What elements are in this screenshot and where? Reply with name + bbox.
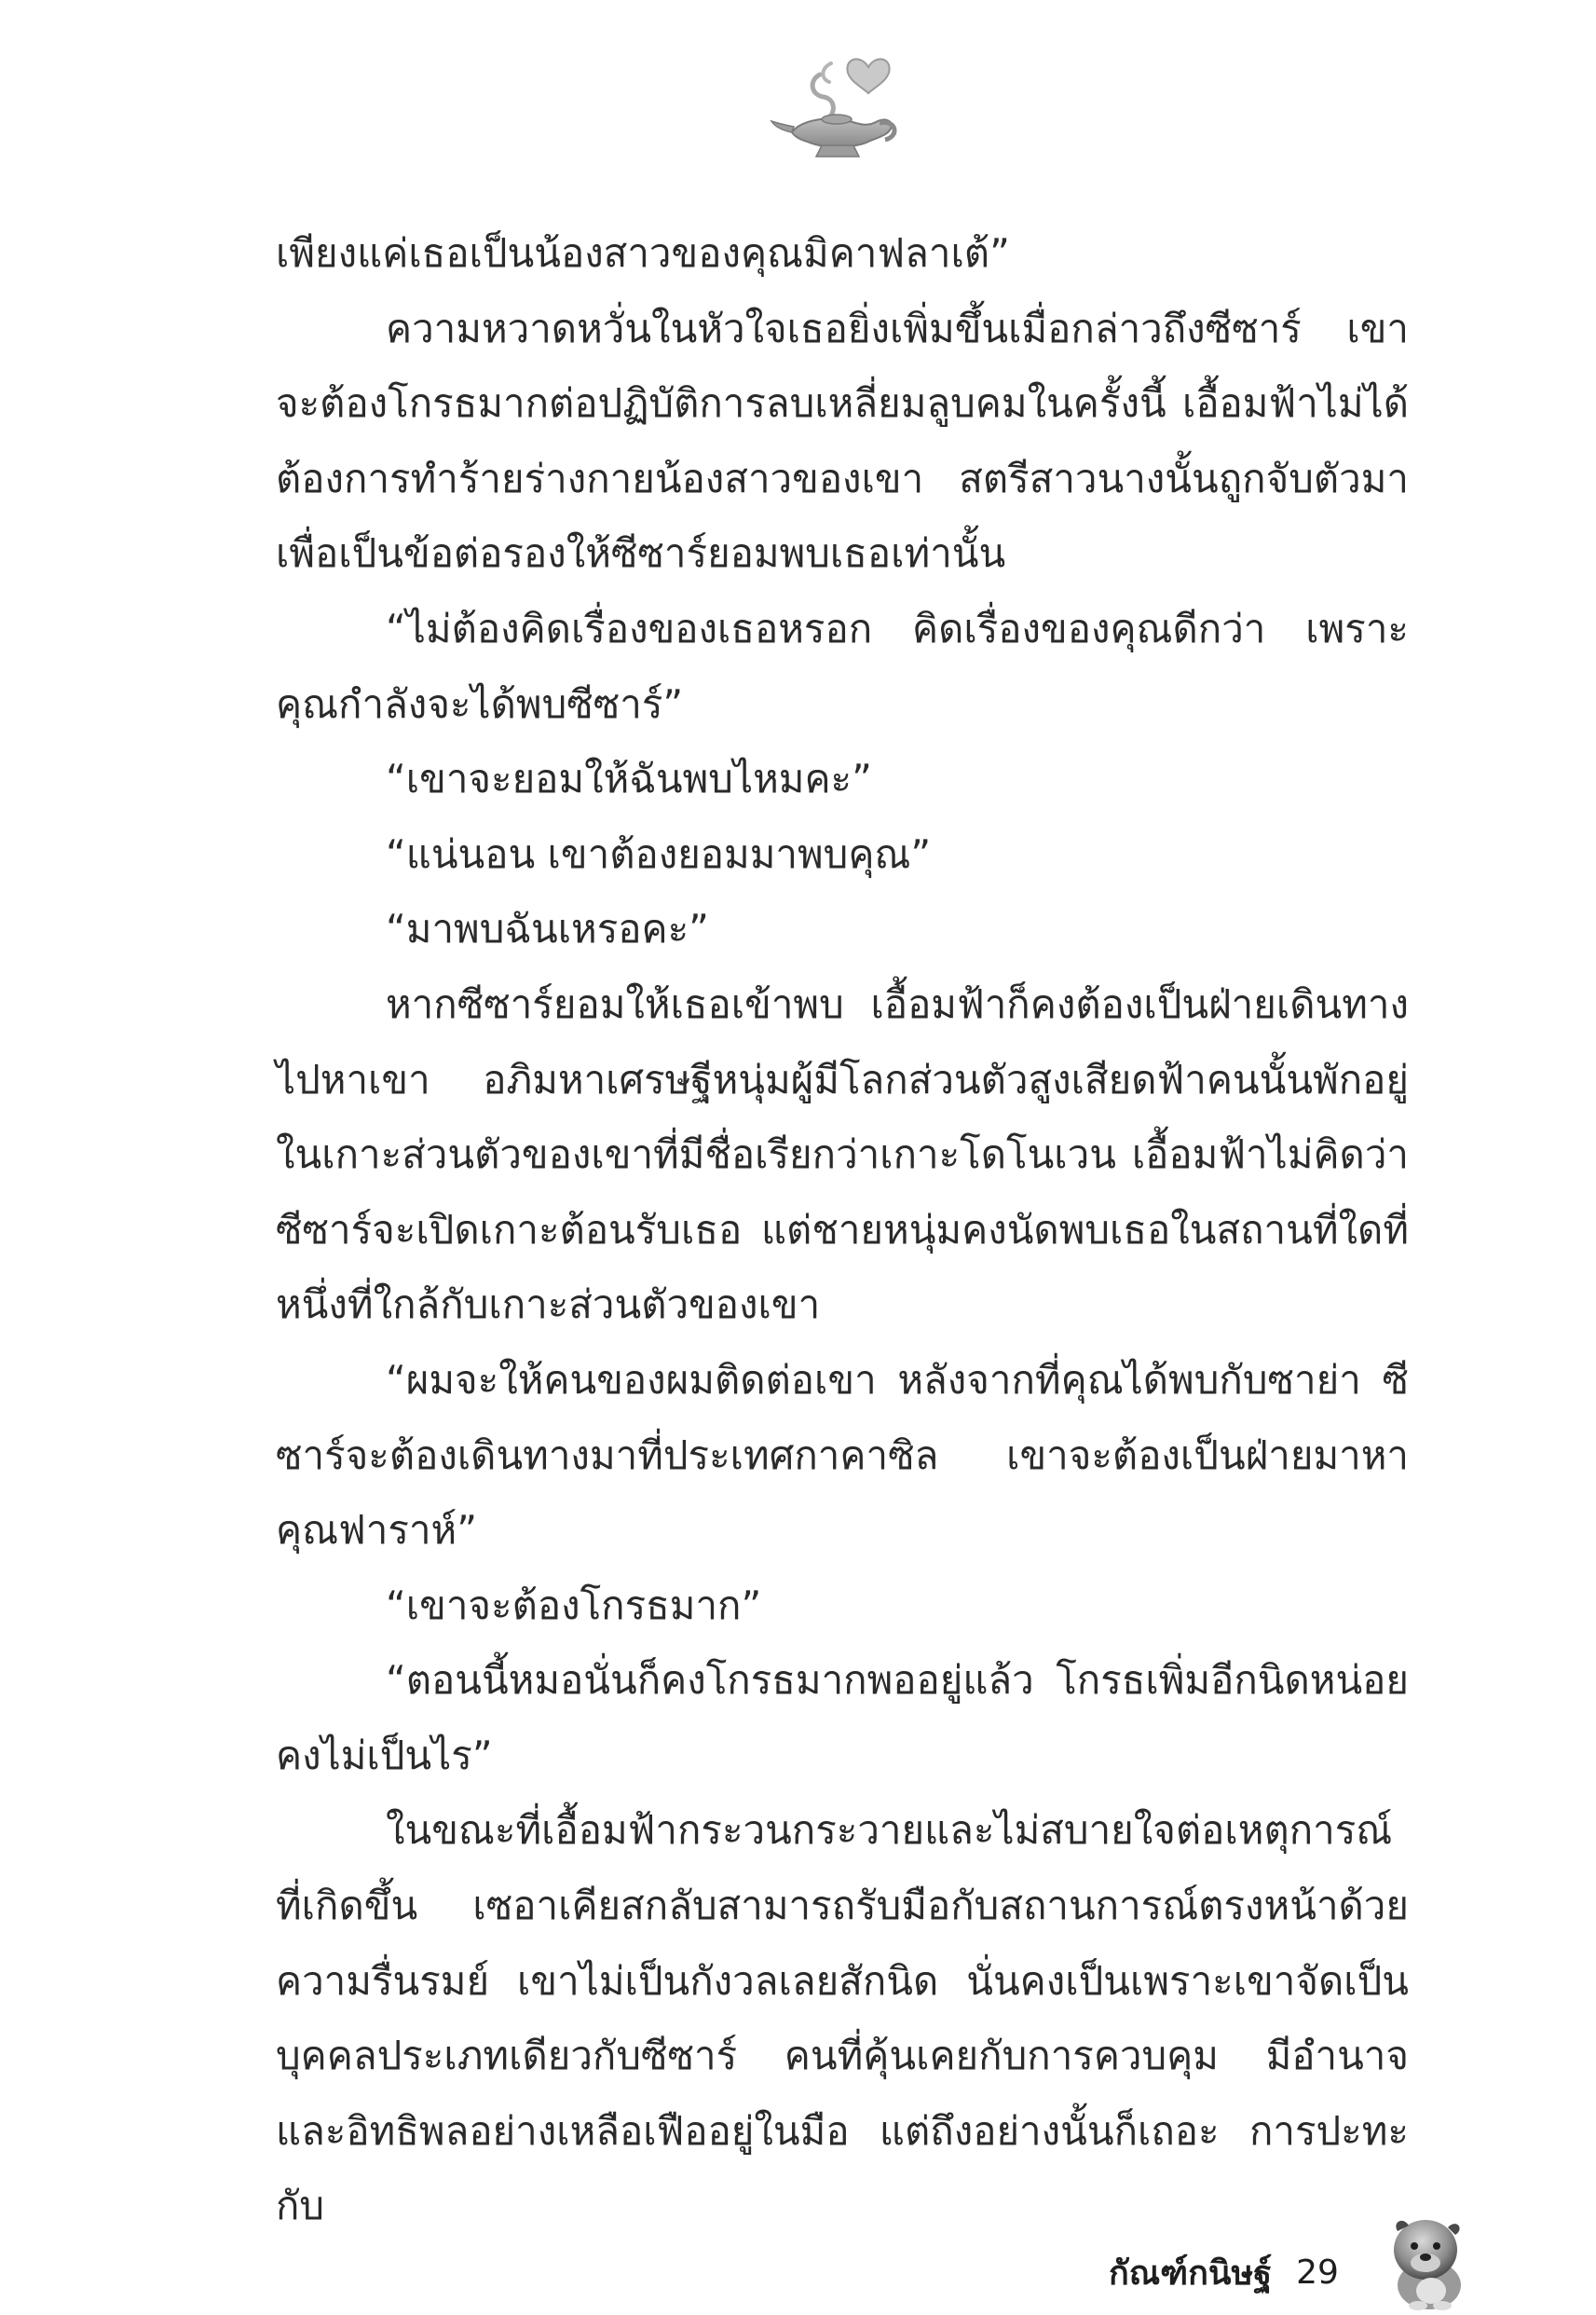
bulldog-image	[1385, 2209, 1468, 2311]
paragraph: “ผมจะให้คนของผมติดต่อเขา หลังจากที่คุณได้พบกับซาย่า ซีซาร์จะต้องเดินทางมาที่ประเทศกาคาซิล เขาจะต้องเป็นฝ่ายมาหาคุณฟาราห์”	[276, 1356, 1409, 1554]
body-text	[276, 216, 1409, 2244]
paragraph: “มาพบฉันเหรอคะ”	[386, 906, 709, 952]
paragraph: “เขาจะต้องโกรธมาก”	[386, 1582, 762, 1628]
paragraph: ในขณะที่เอื้อมฟ้ากระวนกระวายและไม่สบายใจต่อเหตุการณ์ที่เกิดขึ้น เซอาเคียสกลับสามารถรับมือกับสถานการณ์ตรงหน้าด้วยความรื่นรมย์ เขาไม่เป็นกังวลเลยสักนิด นั่นคงเป็นเพราะเขาจัดเป็นบุคคลประเภทเดียวกับซีซาร์ คนที่คุ้นเคยกับการควบคุม มีอำนาจและอิทธิพลอย่างเหลือเฟืออยู่ในมือ แต่ถึงอย่างนั้นก็เถอะ การปะทะกับ	[276, 1807, 1409, 2229]
paragraph: เพียงแค่เธอเป็นน้องสาวของคุณมิคาฟลาเต้”	[276, 230, 1010, 276]
paragraph: “ไม่ต้องคิดเรื่องของเธอหรอก คิดเรื่องของคุณดีกว่า เพราะคุณกำลังจะได้พบซีซาร์”	[276, 605, 1409, 727]
paragraph: ความหวาดหวั่นในหัวใจเธอยิ่งเพิ่มขึ้นเมื่อกล่าวถึงซีซาร์ เขาจะต้องโกรธมากต่อปฏิบัติการลบเหลี่ยมลูบคมในครั้งนี้ เอื้อมฟ้าไม่ได้ต้องการทำร้ายร่างกายน้องสาวของเขา สตรีสาวนางนั้นถูกจับตัวมาเพื่อเป็นข้อต่อรองให้ซีซาร์ยอมพบเธอเท่านั้น	[276, 305, 1409, 577]
paragraph: หากซีซาร์ยอมให้เธอเข้าพบ เอื้อมฟ้าก็คงต้องเป็นฝ่ายเดินทางไปหาเขา อภิมหาเศรษฐีหนุ่มผู้มีโลกส่วนตัวสูงเสียดฟ้าคนนั้นพักอยู่ในเกาะส่วนตัวของเขาที่มีชื่อเรียกว่าเกาะโดโนเวน เอื้อมฟ้าไม่คิดว่าซีซาร์จะเปิดเกาะต้อนรับเธอ แต่ชายหนุ่มคงนัดพบเธอในสถานที่ใดที่หนึ่งที่ใกล้กับเกาะส่วนตัวของเขา	[276, 980, 1409, 1328]
page-number: 29	[1296, 2253, 1339, 2292]
paragraph: “แน่นอน เขาต้องยอมมาพบคุณ”	[386, 830, 932, 877]
book-title: กัณฑ์กนิษฐ์	[1109, 2253, 1273, 2293]
genie-lamp-ornament-icon	[764, 47, 913, 168]
page-footer	[1109, 2246, 1339, 2298]
paragraph: “ตอนนี้หมอนั่นก็คงโกรธมากพออยู่แล้ว โกรธเพิ่มอีกนิดหน่อยคงไม่เป็นไร”	[276, 1657, 1409, 1778]
paragraph: “เขาจะยอมให้ฉันพบไหมคะ”	[386, 756, 872, 802]
